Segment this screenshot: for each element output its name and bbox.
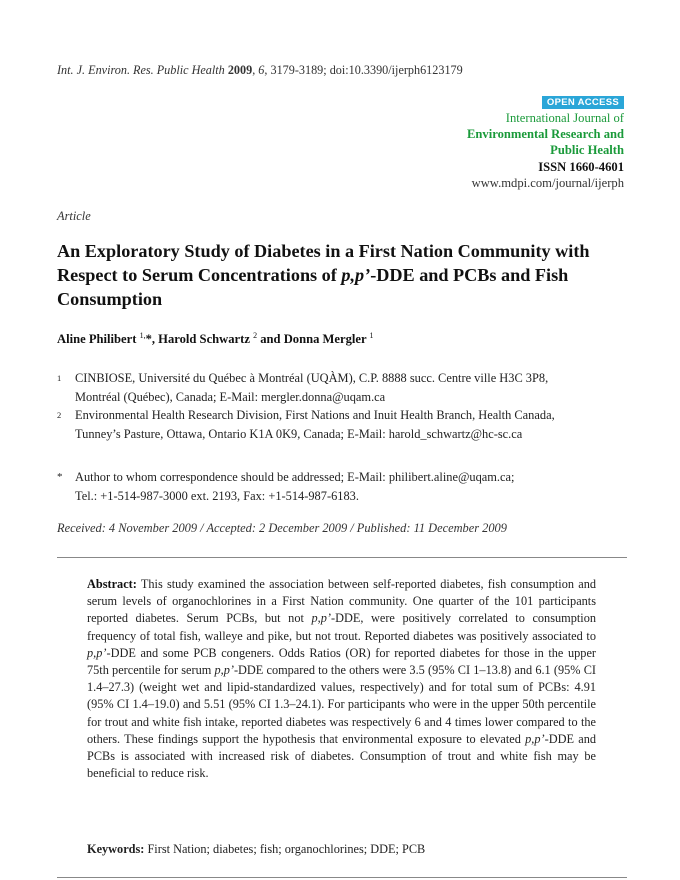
correspondence-line: Tel.: +1-514-987-3000 ext. 2193, Fax: +1-514-987-6183. [75, 488, 359, 503]
abstract-italic: p,p’ [214, 663, 234, 678]
abstract-text: -DDE, were positively correlated to consumption frequency of total fish, walleye and pike, but not trout. Reported diabetes was positively associated to [87, 611, 596, 643]
abstract-italic: p,p’ [311, 611, 331, 626]
correspondence-star: * [57, 471, 63, 483]
author-name: Aline Philibert [57, 332, 137, 346]
author-separator: , [151, 332, 159, 346]
abstract [87, 576, 596, 782]
abstract-text: -DDE and PCBs is associated with increased risk of diabetes. Consumption of trout and white fish may be beneficial to reduce risk. [87, 731, 596, 781]
journal-url[interactable]: www.mdpi.com/journal/ijerph [471, 175, 624, 190]
abstract-text: This study examined the association between self-reported diabetes, fish consumption and serum levels of organochlorines in a First Nation community. One quarter of the 101 participants reported diabetes. Serum PCBs, but not [87, 577, 596, 626]
abstract-text: -DDE compared to the others were 3.5 (95% CI 1–13.8) and 6.1 (95% CI 1.4–27.3) (weight wet and lipid-standardized values, respectively) and for total sum of PCBs: 4.91 (95% CI 1.4–19.0) and 5.51 (95% CI 1.3–24.1). For participants who were in the upper 50th percentile for trout and white fish intake, reported diabetes was respectively 6 and 4 times lower compared to the others. These findings support the hypothesis that environmental exposure to elevated [87, 663, 596, 746]
keywords-text: First Nation; diabetes; fish; organochlorines; DDE; PCB [144, 842, 426, 856]
affiliation-2 [57, 406, 627, 443]
abstract-italic: p,p’ [87, 645, 107, 660]
journal-name-line3: Public Health [550, 143, 624, 158]
citation-pages-doi: , 3179-3189; doi:10.3390/ijerph6123179 [264, 63, 463, 77]
correspondence-line: Author to whom correspondence should be addressed; E-Mail: philibert.aline@uqam.ca; [75, 470, 515, 484]
divider-bottom [57, 877, 627, 878]
abstract-text: -DDE and some PCB congeners. Odds Ratios (OR) for reported diabetes for those in the upper 75th percentile for serum [87, 645, 596, 678]
corresponding-mark: * [145, 332, 152, 346]
author-name: Harold Schwartz [158, 332, 250, 346]
affiliation-1 [57, 369, 627, 406]
citation-line: Int. J. Environ. Res. Public Health 2009, 6, 3179-3189; doi:10.3390/ijerph6123179 [57, 63, 463, 77]
title-italic: p,p’ [341, 265, 371, 285]
journal-issn: ISSN 1660-4601 [538, 159, 624, 174]
journal-block [467, 110, 624, 191]
title-part2: -DDE and PCBs and Fish Consumption [57, 265, 569, 309]
author-list [57, 332, 374, 347]
author-separator: and [257, 332, 284, 346]
journal-abbrev: Int. J. Environ. Res. Public Health [57, 63, 225, 77]
abstract-label: Abstract: [87, 577, 137, 591]
author-affiliation-mark: 1, [139, 330, 146, 340]
keywords [87, 842, 425, 857]
divider-top [57, 557, 627, 558]
journal-name-line2: Environmental Research and [467, 127, 624, 142]
affiliation-line: Tunney’s Pasture, Ottawa, Ontario K1A 0K9, Canada; E-Mail: harold_schwartz@hc-sc.ca [75, 426, 523, 441]
publication-dates: Received: 4 November 2009 / Accepted: 2 December 2009 / Published: 11 December 2009 [57, 521, 507, 535]
journal-name-line1: International Journal of [505, 111, 624, 125]
author-affiliation-mark: 2 [253, 330, 258, 340]
keywords-label: Keywords: [87, 842, 145, 856]
citation-year: 2009 [227, 63, 253, 77]
affiliation-line: CINBIOSE, Université du Québec à Montréal (UQÀM), C.P. 8888 succ. Centre ville H3C 3P8, [75, 371, 549, 385]
affiliation-line: Environmental Health Research Division, First Nations and Inuit Health Branch, Health Canada, [75, 408, 555, 422]
title-part1: An Exploratory Study of Diabetes in a First Nation Community with Respect to Serum Concentrations of [57, 241, 590, 285]
paper-title [57, 239, 627, 311]
abstract-italic: p,p’ [525, 731, 545, 746]
correspondence-note [57, 468, 627, 505]
affiliation-line: Montréal (Québec), Canada; E-Mail: mergler.donna@uqam.ca [75, 389, 386, 404]
open-access-badge: OPEN ACCESS [542, 96, 624, 109]
affiliation-number: 1 [57, 373, 62, 383]
article-type: Article [57, 209, 91, 223]
author-name: Donna Mergler [283, 332, 367, 346]
citation-volume: 6 [258, 63, 265, 77]
author-affiliation-mark: 1 [369, 330, 374, 340]
affiliation-number: 2 [57, 410, 62, 420]
